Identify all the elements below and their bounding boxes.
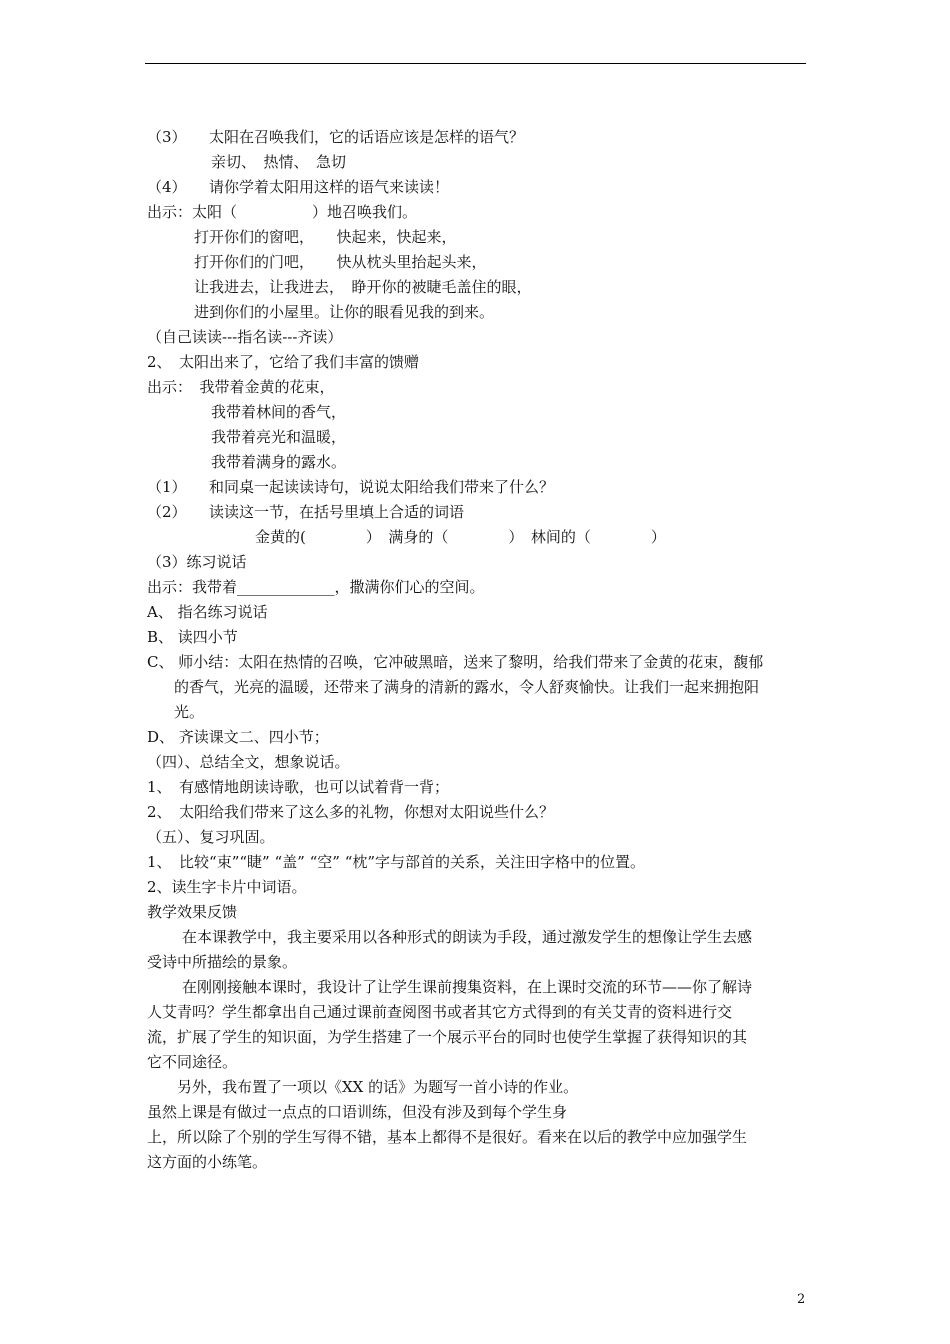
text-line: （四）、总结全文，想象说话。 — [147, 753, 350, 771]
text-line: 光。 — [174, 703, 205, 721]
text-line: 这方面的小练笔。 — [147, 1153, 268, 1171]
text-line: 亲切、 热情、 急切 — [211, 153, 347, 171]
text-line: （2） 读读这一节，在括号里填上合适的词语 — [147, 503, 465, 521]
text-line: （4） 请你学着太阳用这样的语气来读读！ — [147, 178, 450, 196]
text-line: 在本课教学中，我主要采用以各种形式的朗读为手段，通过激发学生的想像让学生去感 — [182, 928, 753, 946]
text-line: 进到你们的小屋里。让你的眼看见我的到来。 — [194, 303, 495, 321]
text-line: 我带着满身的露水。 — [211, 453, 347, 471]
text-line: 2、 太阳出来了，它给了我们丰富的馈赠 — [147, 353, 420, 371]
text-line: C、 师小结：太阳在热情的召唤，它冲破黑暗，送来了黎明，给我们带来了金黄的花束，馥郁 — [147, 653, 764, 671]
text-line: 出示：太阳（ ）地召唤我们。 — [147, 203, 418, 221]
text-line: （五）、复习巩固。 — [147, 828, 275, 846]
text-line: 在刚刚接触本课时，我设计了让学生课前搜集资料，在上课时交流的环节——你了解诗 — [182, 978, 753, 996]
text-line: 它不同途径。 — [147, 1053, 238, 1071]
text-line: 让我进去，让我进去， 睁开你的被睫毛盖住的眼， — [194, 278, 532, 296]
text-line: 金黄的( ） 满身的（ ） 林间的（ ） — [255, 528, 666, 546]
text-line: 上，所以除了个别的学生写得不错，基本上都得不是很好。看来在以后的教学中应加强学生 — [147, 1128, 748, 1146]
text-line: 教学效果反馈 — [147, 903, 238, 921]
text-line: 我带着亮光和温暖， — [211, 428, 347, 446]
text-line: （1） 和同桌一起读读诗句，说说太阳给我们带来了什么？ — [147, 478, 555, 496]
text-line: D、 齐读课文二、四小节； — [147, 728, 329, 746]
text-line: 我带着林间的香气， — [211, 403, 347, 421]
text-line: 出示：我带着_____________，撒满你们心的空间。 — [147, 578, 485, 596]
text-line: 受诗中所描绘的景象。 — [147, 953, 298, 971]
text-line: 2、读生字卡片中词语。 — [147, 878, 307, 896]
text-line: 出示： 我带着金黄的花束， — [147, 378, 335, 396]
text-line: 的香气，光亮的温暖，还带来了满身的清新的露水，令人舒爽愉快。让我们一起来拥抱阳 — [174, 678, 760, 696]
text-line: 虽然上课是有做过一点点的口语训练，但没有涉及到每个学生身 — [147, 1103, 568, 1121]
text-line: 另外，我布置了一项以《XX 的话》为题写一首小诗的作业。 — [177, 1078, 579, 1096]
text-line: （自己读读---指名读---齐读） — [147, 328, 343, 346]
text-line: A、 指名练习说话 — [147, 603, 268, 621]
text-line: （3）练习说话 — [147, 553, 247, 571]
page-number: 2 — [797, 1292, 806, 1307]
text-line: 流，扩展了学生的知识面，为学生搭建了一个展示平台的同时也使学生掌握了获得知识的其 — [147, 1028, 748, 1046]
text-line: 人艾青吗？学生都拿出自己通过课前查阅图书或者其它方式得到的有关艾青的资料进行交 — [147, 1003, 733, 1021]
text-line: 打开你们的门吧， 快从枕头里抬起头来， — [194, 253, 487, 271]
text-line: （3） 太阳在召唤我们，它的话语应该是怎样的语气？ — [147, 128, 525, 146]
text-line: 1、 比较“束”“睫” “盖” “空” “枕”字与部首的关系，关注田字格中的位置。 — [147, 853, 646, 871]
text-line: 打开你们的窗吧， 快起来，快起来， — [194, 228, 457, 246]
header-rule — [145, 63, 806, 64]
text-line: B、 读四小节 — [147, 628, 238, 646]
text-line: 1、 有感情地朗读诗歌，也可以试着背一背； — [147, 778, 450, 796]
text-line: 2、 太阳给我们带来了这么多的礼物，你想对太阳说些什么？ — [147, 803, 555, 821]
